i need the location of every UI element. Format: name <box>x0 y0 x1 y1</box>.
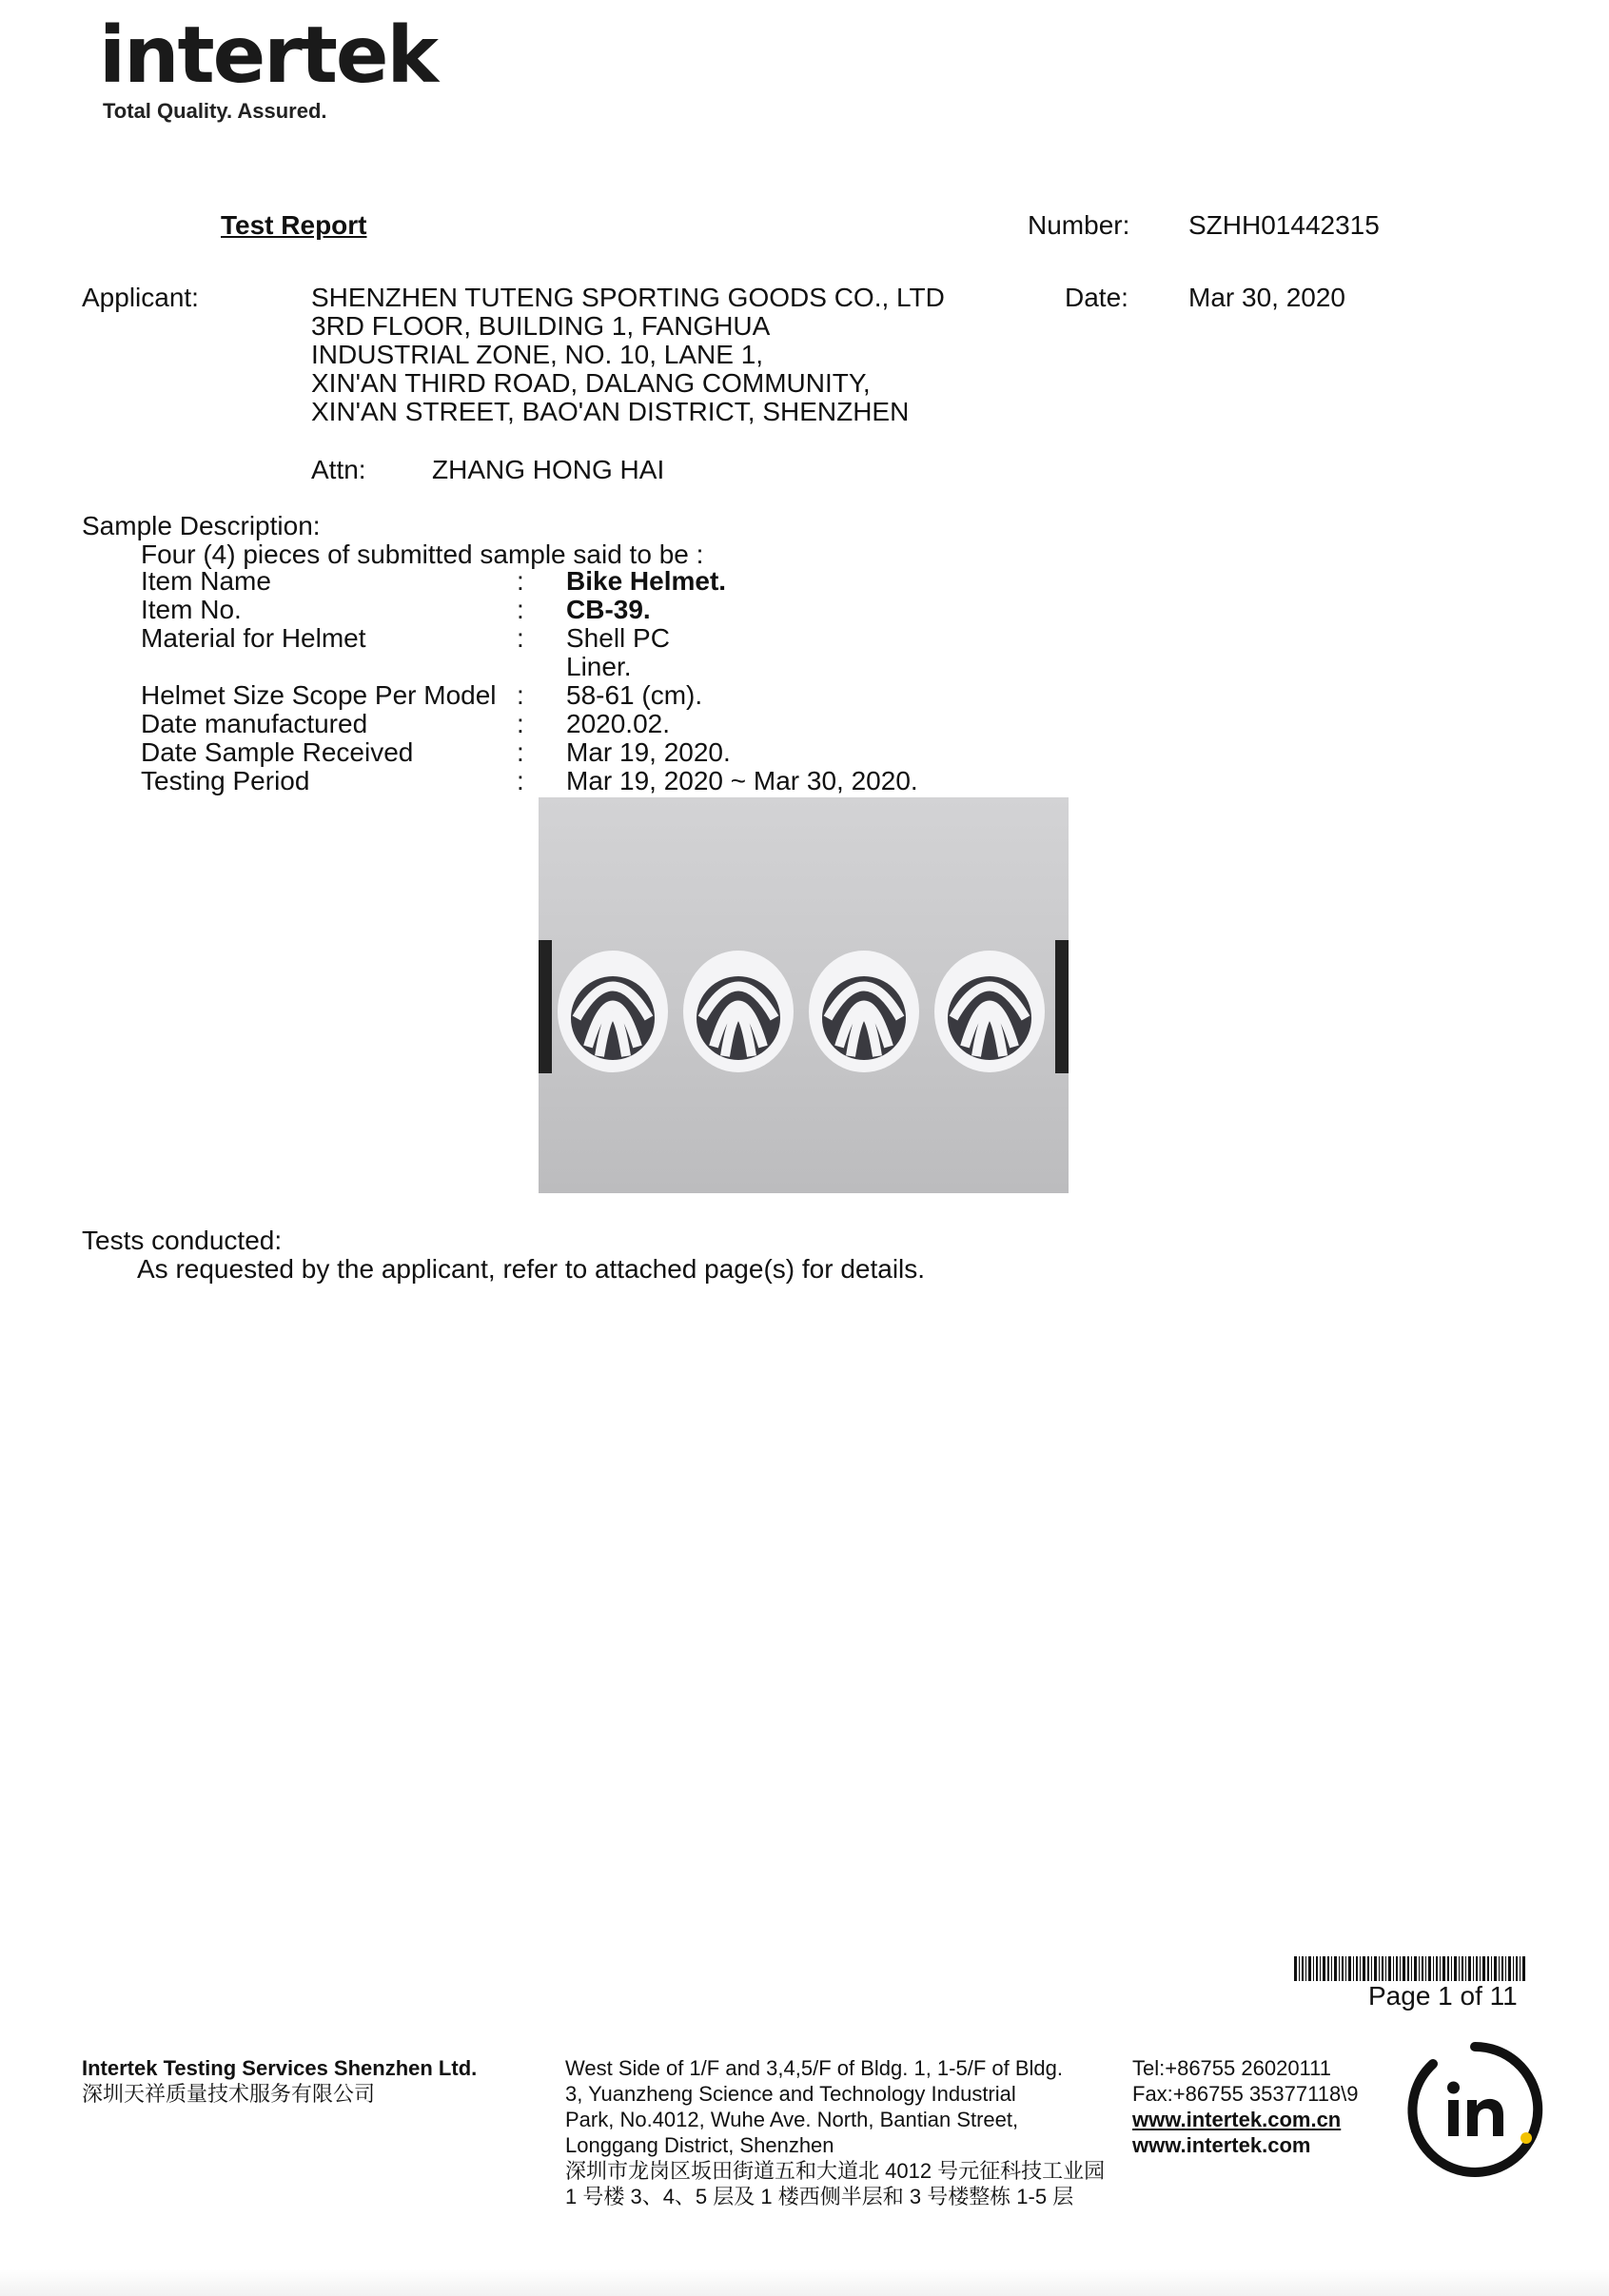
address-line: SHENZHEN TUTENG SPORTING GOODS CO., LTD <box>311 283 945 312</box>
report-number: SZHH01442315 <box>1188 210 1380 240</box>
helmet-icon <box>558 951 668 1072</box>
sample-sep: : <box>517 595 524 624</box>
helmets-illustration <box>539 797 1069 1193</box>
address-line: 3RD FLOOR, BUILDING 1, FANGHUA <box>311 311 771 341</box>
sample-value: CB-39. <box>566 595 651 624</box>
helmet-icon <box>683 951 794 1072</box>
barcode-icon <box>1294 1956 1526 1981</box>
applicant-label: Applicant: <box>82 283 199 312</box>
helmet-icon <box>934 951 1045 1072</box>
sample-key: Date Sample Received <box>141 737 414 767</box>
tests-heading: Tests conducted: <box>82 1226 283 1255</box>
logo-tagline: Total Quality. Assured. <box>103 99 327 123</box>
footer-address-line: Park, No.4012, Wuhe Ave. North, Bantian Street, <box>565 2108 1019 2131</box>
address-line: XIN'AN THIRD ROAD, DALANG COMMUNITY, <box>311 368 871 398</box>
footer-address-line: 深圳市龙岗区坂田街道五和大道北 4012 号元征科技工业园 <box>565 2159 1106 2183</box>
footer-address-line: 3, Yuanzheng Science and Technology Industrial <box>565 2082 1016 2106</box>
footer-address <box>565 2055 1105 2209</box>
helmet-icon <box>809 951 919 1072</box>
footer-company-en: Intertek Testing Services Shenzhen Ltd. <box>82 2056 478 2080</box>
address-line: INDUSTRIAL ZONE, NO. 10, LANE 1, <box>311 340 764 369</box>
intertek-emblem-icon <box>1404 2039 1545 2180</box>
address-line: XIN'AN STREET, BAO'AN DISTRICT, SHENZHEN <box>311 397 910 426</box>
page-number: Page 1 of 11 <box>1368 1981 1518 2011</box>
footer-link-cn[interactable]: www.intertek.com.cn <box>1132 2108 1342 2131</box>
footer-address-line: 1 号楼 3、4、5 层及 1 楼西侧半层和 3 号楼整栋 1-5 层 <box>565 2185 1074 2208</box>
footer-address-line: West Side of 1/F and 3,4,5/F of Bldg. 1, 1-5/F of Bldg. <box>565 2056 1063 2080</box>
sample-value: Liner. <box>566 652 632 681</box>
tests-text: As requested by the applicant, refer to attached page(s) for details. <box>137 1254 926 1284</box>
sample-key: Item Name <box>141 566 271 596</box>
footer-link[interactable]: www.intertek.com <box>1132 2133 1311 2157</box>
intertek-logo: intertek <box>99 10 438 101</box>
sample-heading: Sample Description: <box>82 511 321 540</box>
sample-sep: : <box>517 737 524 767</box>
page-bottom-shade <box>0 2269 1609 2296</box>
sample-intro: Four (4) pieces of submitted sample said to be : <box>141 540 704 569</box>
footer-fax: Fax:+86755 35377118\9 <box>1132 2082 1359 2106</box>
report-title: Test Report <box>221 210 367 240</box>
sample-photo <box>539 797 1069 1193</box>
attn-label: Attn: <box>311 455 366 484</box>
sample-key: Helmet Size Scope Per Model <box>141 680 497 710</box>
report-date: Mar 30, 2020 <box>1188 283 1345 312</box>
sample-value: Mar 19, 2020. <box>566 737 731 767</box>
attn-name: ZHANG HONG HAI <box>432 455 665 484</box>
sample-value: Mar 19, 2020 ~ Mar 30, 2020. <box>566 766 918 795</box>
sample-value: Shell PC <box>566 623 670 653</box>
footer-address-line: Longgang District, Shenzhen <box>565 2133 834 2157</box>
footer-company-cn: 深圳天祥质量技术服务有限公司 <box>82 2082 376 2106</box>
sample-value: 58-61 (cm). <box>566 680 703 710</box>
sample-sep: : <box>517 709 524 738</box>
date-label: Date: <box>1065 283 1128 312</box>
number-label: Number: <box>1028 210 1130 240</box>
sample-key: Date manufactured <box>141 709 368 738</box>
sample-sep: : <box>517 766 524 795</box>
footer-tel: Tel:+86755 26020111 <box>1132 2056 1331 2080</box>
sample-key: Item No. <box>141 595 242 624</box>
sample-key: Material for Helmet <box>141 623 366 653</box>
sample-sep: : <box>517 680 524 710</box>
applicant-address <box>311 284 945 426</box>
sample-key: Testing Period <box>141 766 310 795</box>
sample-sep: : <box>517 623 524 653</box>
sample-value: 2020.02. <box>566 709 670 738</box>
sample-sep: : <box>517 566 524 596</box>
footer-contact <box>1132 2055 1359 2158</box>
sample-value: Bike Helmet. <box>566 566 727 596</box>
